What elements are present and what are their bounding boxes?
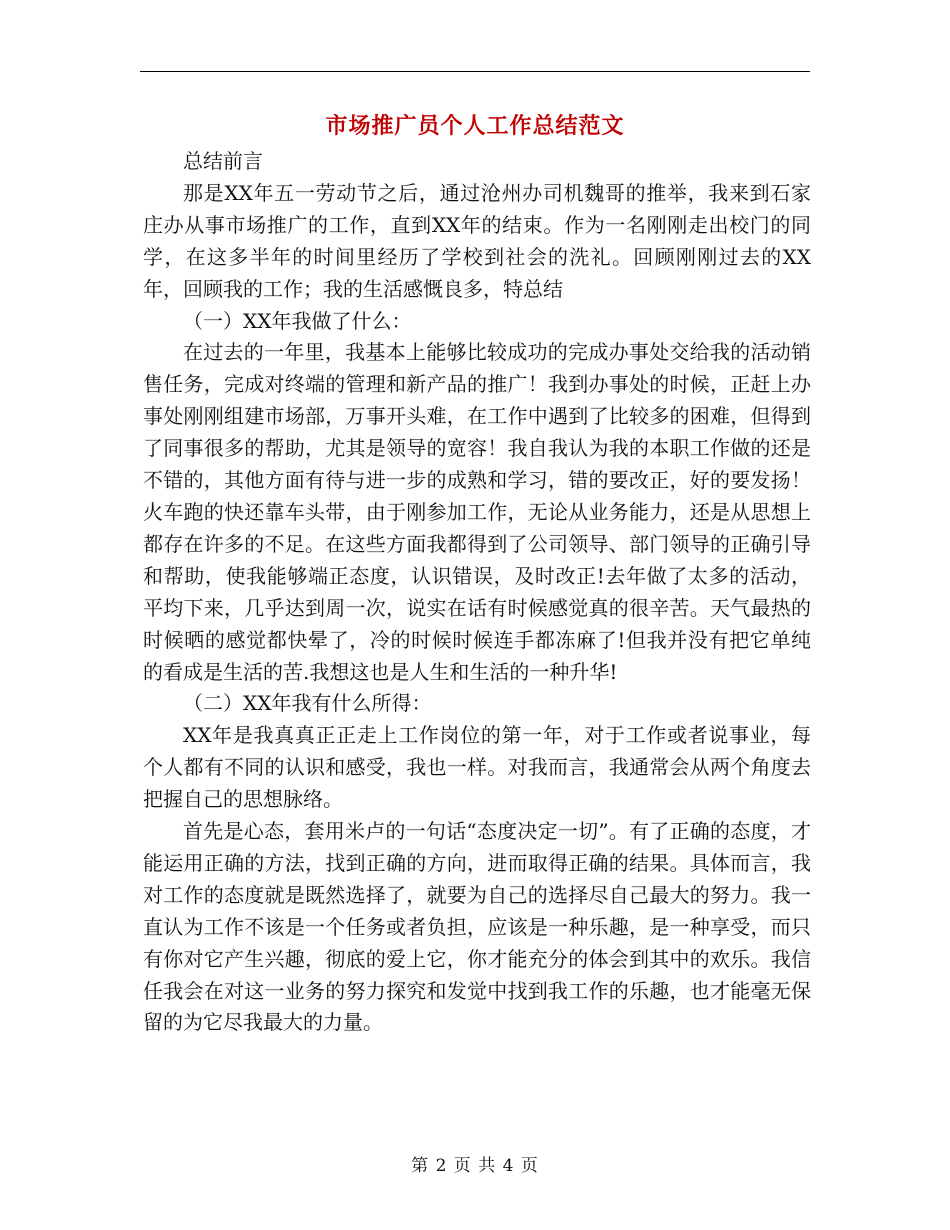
paragraph-intro: 那是XX年五一劳动节之后，通过沧州办司机魏哥的推举，我来到石家庄办从事市场推广的工作，直到XX年的结束。作为一名刚刚走出校门的同学，在这多半年的时间里经历了学校到社会的洗礼。回顾刚刚过去的XX年，回顾我的工作；我的生活感慨良多，特总结: [143, 180, 811, 301]
paragraph-section-1: 在过去的一年里，我基本上能够比较成功的完成办事处交给我的活动销售任务，完成对终端的管理和新产品的推广！我到办事处的时候，正赶上办事处刚刚组建市场部，万事开头难，在工作中遇到了比较多的困难，但得到了同事很多的帮助，尤其是领导的宽容！我自我认为我的本职工作做的还是不错的，其他方面有待与进一步的成熟和学习，错的要改正，好的要发扬！火车跑的快还靠车头带，由于刚参加工作，无论从业务能力，还是从思想上都存在许多的不足。在这些方面我都得到了公司领导、部门领导的正确引导和帮助，使我能够端正态度，认识错误，及时改正!去年做了太多的活动，平均下来，几乎达到周一次，说实在话有时候感觉真的很辛苦。天气最热的时候晒的感觉都快晕了，冷的时候时候连手都冻麻了!但我并没有把它单纯的看成是生活的苦.我想这也是人生和生活的一种升华!: [143, 340, 811, 684]
header-rule: [140, 71, 810, 72]
paragraph-section-2a: XX年是我真真正正走上工作岗位的第一年，对于工作或者说事业，每个人都有不同的认识和感受，我也一样。对我而言，我通常会从两个角度去把握自己的思想脉络。: [143, 723, 811, 812]
paragraph-preface: 总结前言: [183, 149, 263, 173]
section-heading-2: （二）XX年我有什么所得：: [183, 691, 432, 716]
page-number-footer: 第 2 页 共 4 页: [411, 1156, 539, 1176]
section-heading-1: （一）XX年我做了什么：: [183, 308, 412, 333]
document-title: 市场推广员个人工作总结范文: [325, 113, 625, 139]
paragraph-section-2b: 首先是心态，套用米卢的一句话“态度决定一切”。有了正确的态度，才能运用正确的方法，找到正确的方向，进而取得正确的结果。具体而言，我对工作的态度就是既然选择了，就要为自己的选择尽自己最大的努力。我一直认为工作不该是一个任务或者负担，应该是一种乐趣，是一种享受，而只有你对它产生兴趣，彻底的爱上它，你才能充分的体会到其中的欢乐。我信任我会在对这一业务的努力探究和发觉中找到我工作的乐趣，也才能毫无保留的为它尽我最大的力量。: [143, 819, 811, 1035]
document-body: [143, 146, 811, 1039]
